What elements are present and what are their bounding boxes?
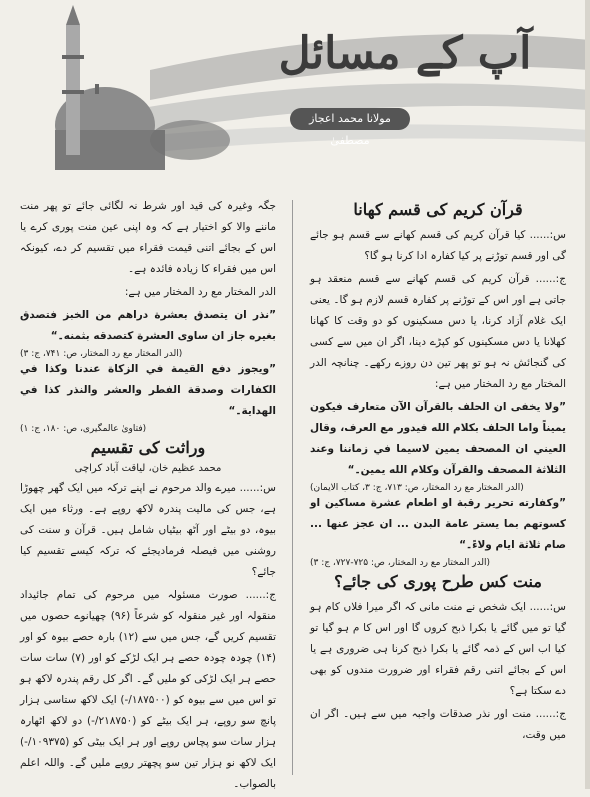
arabic-quote: ”نذر ان يتصدق بعشرة دراهم من الخبز فتصدق بغيره جاز ان ساوى العشرة كتصدقه بثمنه۔“ xyxy=(20,309,276,342)
answer-paragraph: ج:...... قرآن کریم کی قسم کھانے سے قسم منعقد ہو جاتی ہے اور اس کے توڑنے پر کفارہ قسم لازم ہو گا۔ یعنی ایک غلام آزاد کرنا، یا دس مسکینوں کو دو وقت کا کھانا کھلانا یا دس مسکینوں کو کپڑے دینا، اگر ان میں سے کسی کی گنجائش نہ ہو تو پھر تین دن روزے رکھے۔ چنانچہ الدر المختار مع رد المختار میں ہے: xyxy=(310,273,566,390)
page-edge xyxy=(585,0,590,789)
section-heading-vow: منت کس طرح پوری کی جائے؟ xyxy=(334,572,542,591)
reference-citation: (الدر المختار مع رد المختار، ص: ۷۲۵-۷۲۷، ج: ۳) xyxy=(310,558,491,568)
left-column xyxy=(20,196,276,797)
question-paragraph: س:...... کیا قرآن کریم کی قسم کھانے سے قسم ہو جائے گی اور قسم توڑنے پر کیا کفارہ ادا کرنا ہو گا؟ xyxy=(310,229,566,262)
author-badge: مولانا محمد اعجاز مصطفیٰ xyxy=(290,108,410,130)
masthead xyxy=(0,0,590,190)
column-divider xyxy=(292,200,293,775)
reference-citation: (الدر المختار مع رد المختار، ص: ۷۴۱، ج: ۳) xyxy=(20,349,183,359)
arabic-quote: ”وكفارته تحرير رقبة او اطعام عشرة مساكين او كسوتهم بما يستر عامة البدن ... ان عجز عنها ... صام ثلاثة ايام ولاءً۔“ xyxy=(310,497,566,551)
questioner-byline: محمد عظیم خان، لیاقت آباد کراچی xyxy=(74,463,222,474)
right-column xyxy=(310,196,566,748)
citation-intro: الدر المختار مع رد المختار میں ہے: xyxy=(124,286,276,298)
arabic-quote: ”ولا يخفى ان الحلف بالقرآن الآن متعارف فيكون يميناً واما الحلف بكلام الله فيدور مع العرف، وقال العيني ان المصحف يمين لاسيما في زماننا وعند الثلاثة المصحف والقرآن وكلام الله يمين۔“ xyxy=(310,401,566,476)
section-heading-inheritance: وراثت کی تقسیم xyxy=(90,438,206,457)
section-heading-quran-oath: قرآن کریم کی قسم کھانا xyxy=(353,200,523,219)
reference-citation: (فتاویٰ عالمگیری، ص: ۱۸۰، ج: ۱) xyxy=(20,424,147,434)
masthead-title: آپ کے مسائل xyxy=(278,28,532,79)
arabic-quote: ”ويجوز دفع القيمة في الزكاة عندنا وكذا في الكفارات وصدقة الفطر والعشر والنذر كذا في الهداية۔“ xyxy=(20,363,276,417)
answer-paragraph: ج:...... صورت مسئولہ میں مرحوم کی تمام جائیداد منقولہ اور غیر منقولہ کو شرعاً (۹۶) چھیانوے حصوں میں تقسیم کریں گے، جس میں سے (۱۲) بارہ حصے بیوہ کو اور (۱۴) چودہ چودہ حصے ہر ایک لڑکے کو اور (۷) سات سات حصے ہر ایک لڑکی کو ملیں گے۔ اگر کل رقم پندرہ لاکھ ہو تو اس میں سے بیوہ کو (۱۸۷۵۰۰/-) ایک لاکھ ستاسی ہزار پانچ سو روپے، ہر ایک بیٹے کو (۲۱۸۷۵۰/-) دو لاکھ اٹھارہ ہزار سات سو پچاس روپے اور ہر ایک بیٹی کو (۱۰۹۳۷۵/-) ایک لاکھ نو ہزار تین سو پچھتر روپے ملیں گے۔ واللہ اعلم بالصواب۔ xyxy=(20,589,277,790)
question-paragraph: س:...... ایک شخص نے منت مانی کہ اگر میرا فلاں کام ہو گیا تو میں گائے یا بکرا ذبح کروں گا اور اس کا م ہو گیا تو کیا اب اس کے ذمہ گائے یا بکرا ذبح کرنا ہی ضروری ہے یا اس کے بجائے اتنی رقم فقراء اور ضرورت مندوں کو بھی دے سکتا ہے؟ xyxy=(310,601,566,697)
answer-paragraph: ج:...... منت اور نذر صدقات واجبہ میں سے ہیں۔ اگر ان میں وقت، xyxy=(310,708,566,741)
question-paragraph: س:...... میرے والد مرحوم نے اپنے ترکہ میں ایک گھر چھوڑا ہے، جس کی مالیت پندرہ لاکھ روپے ہے۔ ورثاء میں ایک بیوہ، دو بیٹے اور آٹھ بیٹیاں شامل ہیں۔ قرآن و سنت کی روشنی میں فیصلہ فرمادیجئے کہ ترکہ کیسے تقسیم کیا جائے؟ xyxy=(20,482,276,578)
reference-citation: (الدر المختار مع رد المختار، ص: ۷۱۳، ج: ۳، کتاب الایمان) xyxy=(310,483,524,493)
answer-continuation: جگہ وغیرہ کی قید اور شرط نہ لگائی جائے تو پھر منت ماننے والا کو اختیار ہے کہ وہ اپنی عین منت پوری کرے یا اس کے بجائے اتنی قیمت فقراء میں تقسیم کر دے، کیونکہ اس میں فقراء کا زیادہ فائدہ ہے۔ xyxy=(20,200,276,275)
